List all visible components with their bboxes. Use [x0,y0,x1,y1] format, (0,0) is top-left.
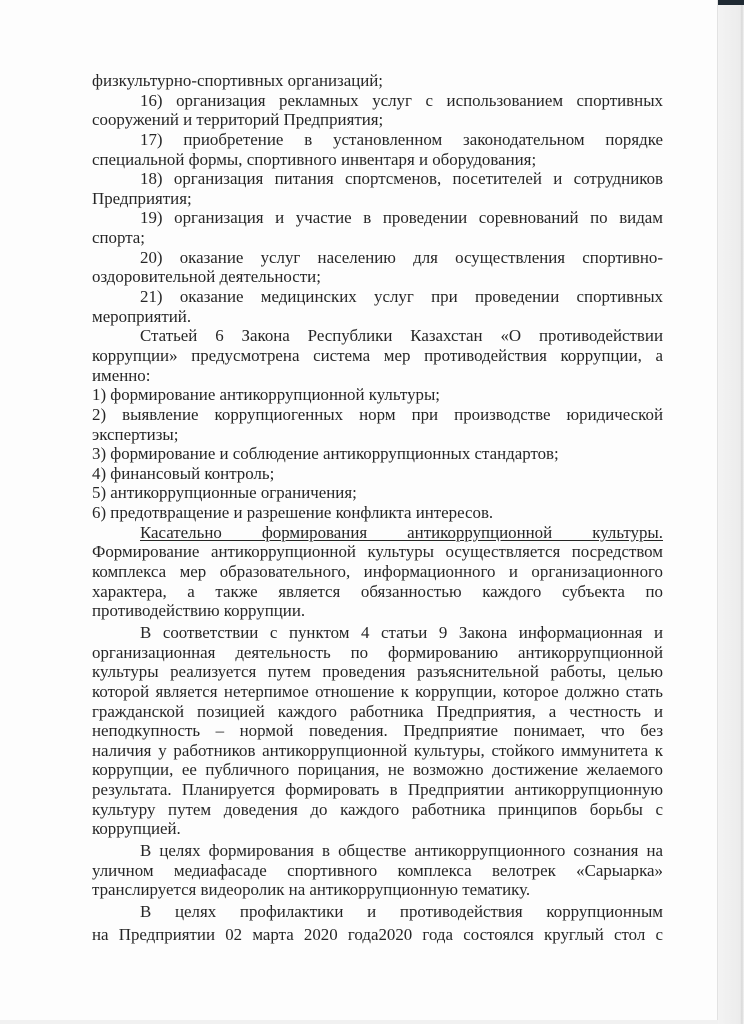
line-text: 4) финансовый контроль; [92,463,275,483]
document-line: на Предприятии 02 марта 2020 года2020 года состоялся круглый стол с [92,924,663,944]
document-line [92,483,663,503]
scanner-edge-strip [717,0,744,1024]
scanner-bottom-edge [0,1020,718,1024]
document-line [92,601,663,621]
document-line: В целях профилактики и противодействия коррупционным [140,901,663,921]
document-line: 2) выявление коррупциогенных норм при производстве юридической [92,404,663,424]
document-line: комплекса мер образовательного, информационного и организационного [92,562,663,582]
line-text: оздоровительной деятельности; [92,267,321,287]
line-text: физкультурно-спортивных организаций; [92,71,383,90]
line-text: 5) антикоррупционные ограничения; [92,483,357,503]
line-text: Предприятия; [92,188,192,208]
line-text: сооружений и территорий Предприятия; [92,110,384,130]
document-line: коррупции» предусмотрена система мер противодействия коррупции, а [92,345,663,365]
document-line [92,307,663,327]
document-line [92,71,663,91]
document-body [92,71,663,944]
document-line: характера, а также является обязанностью каждого субъекта по [92,581,663,601]
document-line: 16) организация рекламных услуг с использованием спортивных [140,90,663,110]
line-text: 1) формирование антикоррупционной культуры; [92,385,440,405]
document-line: 19) организация и участие в проведении соревнований по видам [140,208,663,228]
line-text: противодействию коррупции. [92,601,306,621]
document-line: наличия у работников антикоррупционной культуры, стойкого иммунитета к [92,740,663,760]
document-line: культуру путем доведения до каждого работника принципов борьбы с [92,799,663,819]
line-text: специальной формы, спортивного инвентаря и оборудования; [92,149,537,169]
document-line [92,228,663,248]
document-line: которой является нетерпимое отношение к коррупции, которое должно стать [92,681,663,701]
document-line [92,150,663,170]
document-line: неподкупность – нормой поведения. Предприятие понимает, что без [92,721,663,741]
document-line: культуры реализуется путем проведения разъяснительной работы, целью [92,662,663,682]
line-text: 3) формирование и соблюдение антикоррупционных стандартов; [92,444,559,464]
document-line: 18) организация питания спортсменов, посетителей и сотрудников [140,169,663,189]
document-line [92,189,663,209]
document-line: уличном медиафасаде спортивного комплекса велотрек «Сарыарка» [92,860,663,880]
line-text: именно: [92,365,151,385]
document-line: организационная деятельность по формированию антикоррупционной [92,642,663,662]
document-line: Статьей 6 Закона Республики Казахстан «О противодействии [140,326,663,346]
line-text: экспертизы; [92,424,179,444]
document-line: В целях формирования в обществе антикоррупционного сознания на [140,840,663,860]
document-line [92,267,663,287]
document-line [92,819,663,839]
document-line [92,385,663,405]
line-text: коррупцией. [92,819,181,839]
line-text: транслируется видеоролик на антикоррупционную тематику. [92,880,531,900]
document-line [92,503,663,523]
line-text: 6) предотвращение и разрешение конфликта интересов. [92,503,494,523]
document-line [92,444,663,464]
document-line: В соответствии с пунктом 4 статьи 9 Закона информационная и [140,622,663,642]
scanner-corner-mark [718,0,744,5]
document-line [92,110,663,130]
document-line: коррупции, ее публичного порицания, не возможно достижение желаемого [92,760,663,780]
line-text: мероприятий. [92,306,192,326]
document-line: гражданской позицией каждого работника Предприятия, а честность и [92,701,663,721]
document-line: Формирование антикоррупционной культуры осуществляется посредством [92,542,663,562]
document-line: 17) приобретение в установленном законодательном порядке [140,129,663,149]
document-line: 21) оказание медицинских услуг при проведении спортивных [140,287,663,307]
document-line [92,425,663,445]
line-text: спорта; [92,228,145,248]
document-line: 20) оказание услуг населению для осуществления спортивно- [140,247,663,267]
document-line [92,880,663,900]
document-line: результата. Планируется формировать в Предприятии антикоррупционную [92,780,663,800]
document-line: Касательно формирования антикоррупционной культуры. [140,522,663,542]
document-line [92,464,663,484]
document-line [92,366,663,386]
